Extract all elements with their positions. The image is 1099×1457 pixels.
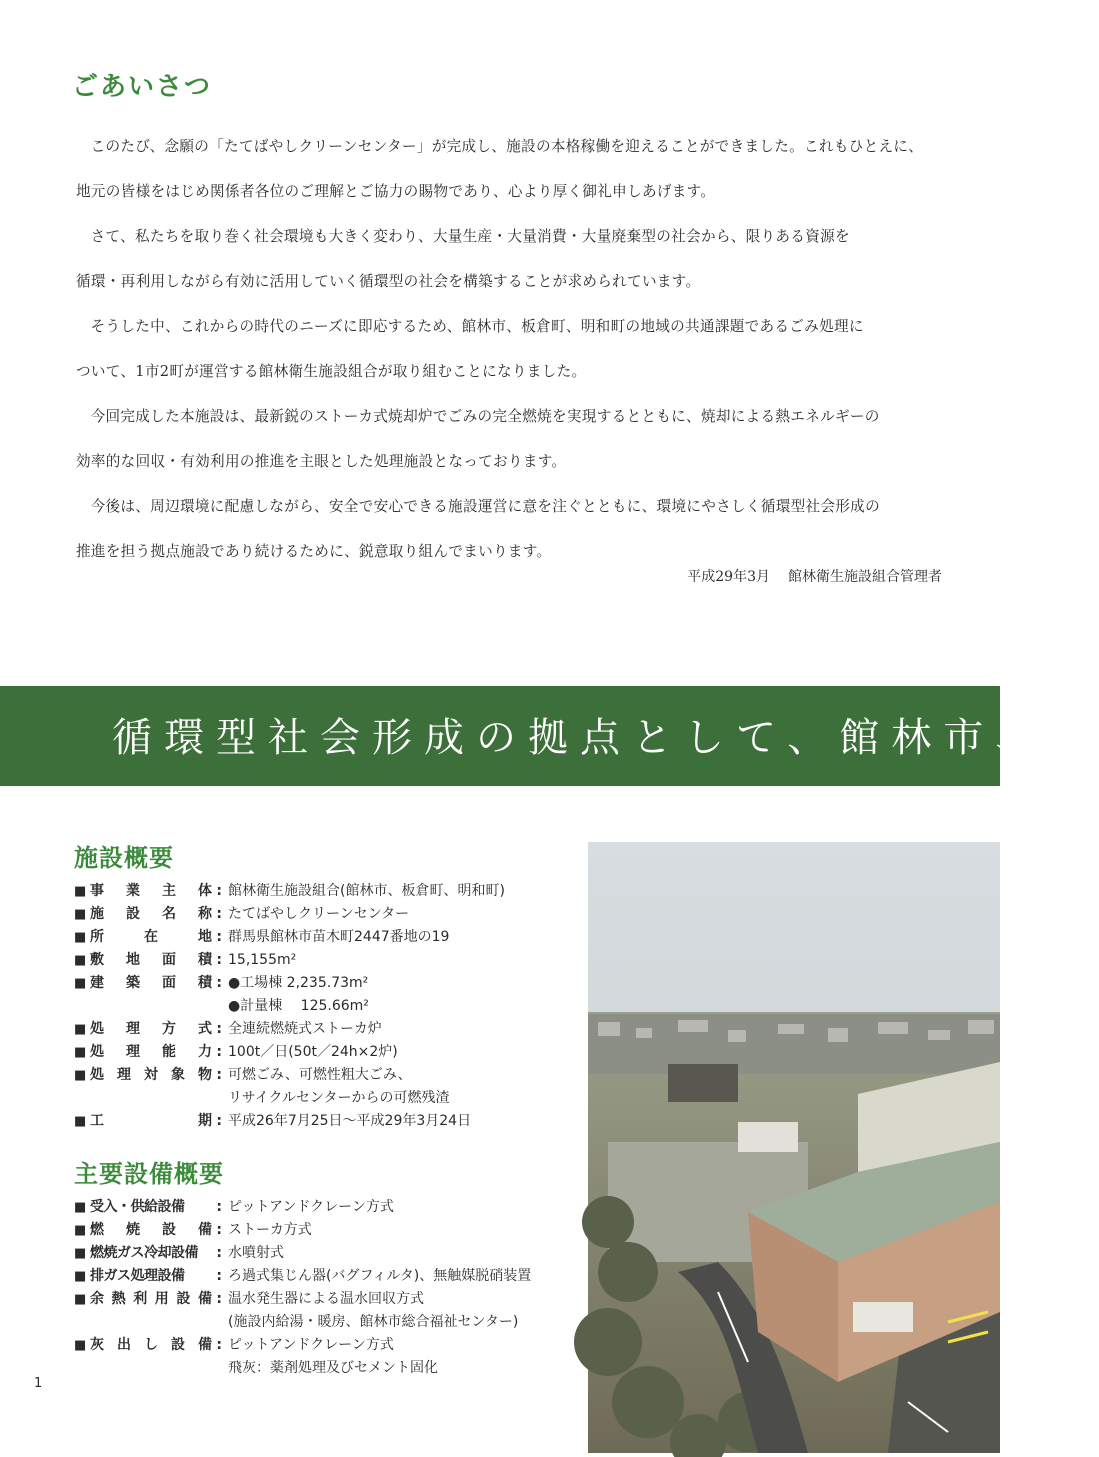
bullet-square-icon: ■	[74, 1200, 87, 1215]
spec-values	[222, 1110, 584, 1133]
spec-values	[222, 1196, 584, 1219]
spec-values	[222, 972, 584, 1018]
spec-label	[74, 1219, 222, 1242]
spec-values	[222, 1265, 584, 1288]
spec-value: 館林衛生施設組合(館林市、板倉町、明和町)	[228, 883, 505, 899]
spec-label-text: 施 設 名 称	[90, 906, 212, 922]
greeting-line: さて、私たちを取り巻く社会環境も大きく変わり、大量生産・大量消費・大量廃棄型の社会から、限りある資源を	[90, 228, 850, 245]
spec-values	[222, 903, 584, 926]
spec-label-text: 処 理 能 力	[90, 1044, 212, 1060]
bullet-square-icon: ■	[74, 1292, 87, 1307]
spec-values	[222, 1219, 584, 1242]
bullet-square-icon: ■	[74, 1246, 87, 1261]
equipment-list	[74, 1196, 584, 1380]
spec-values	[222, 949, 584, 972]
page-number: 1	[34, 1376, 43, 1391]
spec-value: (施設内給湯・暖房、館林市総合福祉センター)	[228, 1314, 519, 1330]
label-colon: :	[216, 1337, 222, 1353]
spec-label-text: 所 在 地	[90, 929, 212, 945]
spec-row	[74, 1242, 584, 1265]
label-colon: :	[216, 1113, 222, 1129]
green-banner	[0, 686, 1099, 786]
spec-row	[74, 949, 584, 972]
greeting-body	[76, 124, 946, 574]
greeting-line: このたび、念願の「たてばやしクリーンセンター」が完成し、施設の本格稼働を迎えることができました。これもひとえに、	[90, 138, 924, 155]
spec-row	[74, 903, 584, 926]
bullet-square-icon: ■	[74, 976, 87, 991]
spec-label	[74, 1242, 222, 1265]
spec-label	[74, 1018, 222, 1041]
spec-label-text: 排ガス処理設備	[90, 1268, 185, 1284]
spec-row	[74, 1265, 584, 1288]
spec-values	[222, 1041, 584, 1064]
spec-label	[74, 926, 222, 949]
spec-label-text: 受入・供給設備	[90, 1199, 185, 1215]
label-colon: :	[216, 1222, 222, 1238]
greeting-line: ついて、1市2町が運営する館林衛生施設組合が取り組むことになりました。	[76, 363, 587, 380]
greeting-line: 今回完成した本施設は、最新鋭のストーカ式焼却炉でごみの完全燃焼を実現するとともに、焼却による熱エネルギーの	[90, 408, 880, 425]
facility-photo-illustration	[588, 842, 1000, 1453]
label-colon: :	[216, 1199, 222, 1215]
spec-value: ●工場棟 2,235.73m²	[228, 975, 369, 991]
bullet-square-icon: ■	[74, 1022, 87, 1037]
spec-label-text: 燃 焼 設 備	[90, 1222, 212, 1238]
spec-label-text: 処 理 対 象 物	[90, 1067, 212, 1083]
bullet-square-icon: ■	[74, 884, 87, 899]
label-colon: :	[216, 1067, 222, 1083]
greeting-line: 効率的な回収・有効利用の推進を主眼とした処理施設となっております。	[76, 453, 567, 470]
greeting-line: そうした中、これからの時代のニーズに即応するため、館林市、板倉町、明和町の地域の共通課題であるごみ処理に	[90, 318, 864, 335]
spec-label-text: 敷 地 面 積	[90, 952, 212, 968]
greeting-line: 今後は、周辺環境に配慮しながら、安全で安心できる施設運営に意を注ぐとともに、環境にやさしく循環型社会形成の	[90, 498, 880, 515]
spec-value: ストーカ方式	[228, 1222, 312, 1238]
spec-row	[74, 1196, 584, 1219]
spec-value: 15,155m²	[228, 952, 297, 968]
bullet-square-icon: ■	[74, 953, 87, 968]
greeting-line: 循環・再利用しながら有効に活用していく循環型の社会を構築することが求められています。	[76, 273, 701, 290]
spec-value: ピットアンドクレーン方式	[228, 1337, 394, 1353]
spec-label	[74, 972, 222, 1018]
overview-title: 施設概要	[74, 844, 174, 872]
bullet-square-icon: ■	[74, 1114, 87, 1129]
spec-row	[74, 880, 584, 903]
spec-label	[74, 1196, 222, 1219]
spec-value: 水噴射式	[228, 1245, 284, 1261]
spec-label-text: 燃焼ガス冷却設備	[90, 1245, 198, 1261]
spec-value: ピットアンドクレーン方式	[228, 1199, 394, 1215]
bullet-square-icon: ■	[74, 1223, 87, 1238]
spec-row	[74, 1064, 584, 1110]
spec-label-text: 処 理 方 式	[90, 1021, 212, 1037]
spec-values	[222, 926, 584, 949]
bullet-square-icon: ■	[74, 1045, 87, 1060]
bullet-square-icon: ■	[74, 930, 87, 945]
label-colon: :	[216, 952, 222, 968]
spec-values	[222, 1288, 584, 1334]
spec-values	[222, 1242, 584, 1265]
spec-label	[74, 903, 222, 926]
spec-label-text: 余 熱 利 用 設 備	[90, 1291, 212, 1307]
facility-aerial-photo	[588, 842, 1000, 1453]
spec-value: ●計量棟 125.66m²	[228, 998, 369, 1014]
spec-value: 100t／日(50t／24h×2炉)	[228, 1044, 398, 1060]
spec-value: 可燃ごみ、可燃性粗大ごみ、	[228, 1067, 412, 1083]
label-colon: :	[216, 1245, 222, 1261]
signature	[687, 566, 942, 586]
spec-values	[222, 1334, 584, 1380]
spec-label	[74, 880, 222, 903]
spec-value: リサイクルセンターからの可燃残渣	[228, 1090, 450, 1106]
label-colon: :	[216, 1021, 222, 1037]
spec-label-text: 建 築 面 積	[90, 975, 212, 991]
label-colon: :	[216, 975, 222, 991]
signature-signer: 館林衛生施設組合管理者	[788, 569, 942, 585]
spec-row	[74, 1288, 584, 1334]
greeting-title: ごあいさつ	[72, 72, 213, 102]
spec-value: 温水発生器による温水回収方式	[228, 1291, 424, 1307]
spec-row	[74, 926, 584, 949]
spec-label	[74, 1334, 222, 1380]
spec-value: たてばやしクリーンセンター	[228, 906, 410, 922]
label-colon: :	[216, 1268, 222, 1284]
greeting-line: 推進を担う拠点施設であり続けるために、鋭意取り組んでまいります。	[76, 543, 552, 560]
bullet-square-icon: ■	[74, 907, 87, 922]
equipment-title: 主要設備概要	[74, 1160, 224, 1188]
spec-value: 平成26年7月25日～平成29年3月24日	[228, 1113, 472, 1129]
label-colon: :	[216, 883, 222, 899]
spec-row	[74, 1041, 584, 1064]
label-colon: :	[216, 1044, 222, 1060]
spec-row	[74, 972, 584, 1018]
spec-row	[74, 1219, 584, 1242]
signature-date: 平成29年3月	[687, 569, 770, 585]
label-colon: :	[216, 906, 222, 922]
label-colon: :	[216, 1291, 222, 1307]
bullet-square-icon: ■	[74, 1338, 87, 1353]
spec-label	[74, 1288, 222, 1334]
spec-label-text: 事 業 主 体	[90, 883, 212, 899]
spec-row	[74, 1110, 584, 1133]
spec-value: 群馬県館林市苗木町2447番地の19	[228, 929, 450, 945]
overview-list	[74, 880, 584, 1133]
spec-values	[222, 880, 584, 903]
spec-value: ろ過式集じん器(バグフィルタ)、無触媒脱硝装置	[228, 1268, 532, 1284]
spec-value: 飛灰：薬剤処理及びセメント固化	[228, 1360, 438, 1376]
spec-row	[74, 1334, 584, 1380]
bullet-square-icon: ■	[74, 1068, 87, 1083]
spec-label-text: 工 期	[90, 1113, 212, 1129]
spec-values	[222, 1018, 584, 1041]
spec-label	[74, 1265, 222, 1288]
spec-row	[74, 1018, 584, 1041]
spec-label	[74, 1110, 222, 1133]
spec-values	[222, 1064, 584, 1110]
bullet-square-icon: ■	[74, 1269, 87, 1284]
spec-label	[74, 1064, 222, 1110]
spec-label	[74, 1041, 222, 1064]
banner-text: 循環型社会形成の拠点として、館林市、板	[112, 715, 1099, 761]
spec-label-text: 灰 出 し 設 備	[90, 1337, 212, 1353]
greeting-line: 地元の皆様をはじめ関係者各位のご理解とご協力の賜物であり、心より厚く御礼申しあげます。	[76, 183, 716, 200]
spec-label	[74, 949, 222, 972]
spec-value: 全連続燃焼式ストーカ炉	[228, 1021, 382, 1037]
label-colon: :	[216, 929, 222, 945]
